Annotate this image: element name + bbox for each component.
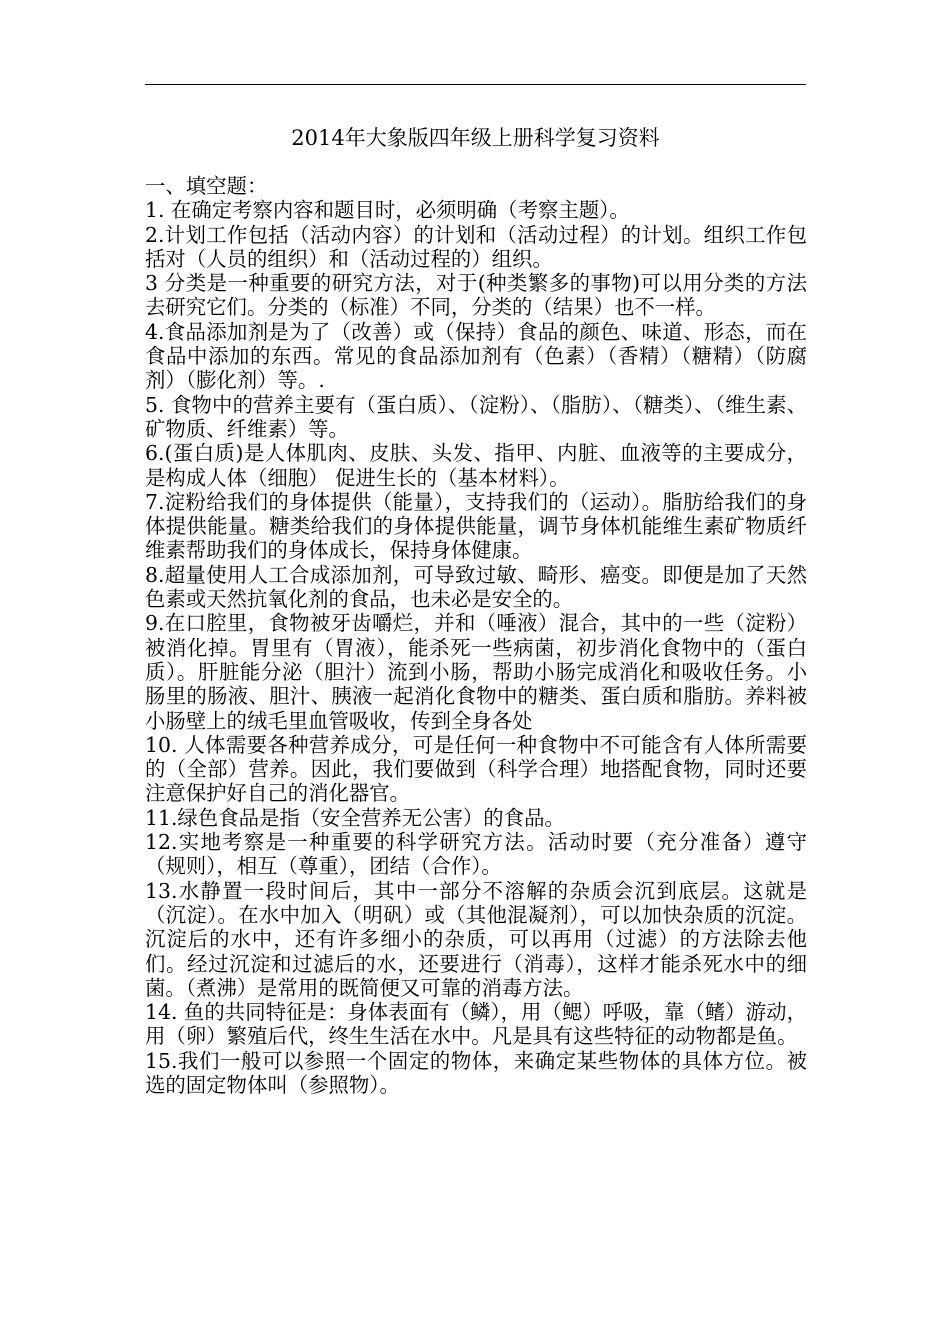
question-item: 8.超量使用人工合成添加剂，可导致过敏、畸形、癌变。即便是加了天然色素或天然抗氧化剂的食品，也未必是安全的。 (145, 562, 807, 612)
header-rule (145, 84, 806, 85)
question-item: 6.(蛋白质)是人体肌肉、皮肤、头发、指甲、内脏、血液等的主要成分，是构成人体（细胞） 促进生长的（基本材料）。 (145, 441, 807, 490)
question-item: 7.淀粉给我们的身体提供（能量），支持我们的（运动）。脂肪给我们的身体提供能量。糖类给我们的身体提供能量，调节身体机能维生素矿物质纤维素帮助我们的身体成长，保持身体健康。 (145, 489, 807, 563)
question-item: 5. 食物中的营养主要有（蛋白质）、（淀粉）、（脂肪）、（糖类）、（维生素、矿物质、纤维素）等。 (145, 392, 807, 441)
document-body (145, 174, 807, 1097)
document-title: 2014年大象版四年级上册科学复习资料 (291, 126, 660, 150)
section-heading: 一、填空题： (145, 174, 268, 198)
question-item: 15.我们一般可以参照一个固定的物体，来确定某些物体的具体方位。被选的固定物体叫（参照物）。 (145, 1048, 807, 1097)
question-item: 14. 鱼的共同特征是：身体表面有（鳞），用（鳃）呼吸，靠（鳍）游动，用（卵）繁殖后代，终生生活在水中。凡是具有这些特征的动物都是鱼。 (145, 1000, 807, 1049)
question-item: 1. 在确定考察内容和题目时，必须明确（考察主题）。 (145, 198, 630, 223)
question-item: 10. 人体需要各种营养成分，可是任何一种食物中不可能含有人体所需要的（全部）营养。因此，我们要做到（科学合理）地搭配食物，同时还要注意保护好自己的消化器官。 (145, 732, 807, 806)
question-item: 2.计划工作包括（活动内容）的计划和（活动过程）的计划。组织工作包括对（人员的组织）和（活动过程的）组织。 (145, 222, 807, 271)
question-item: 13.水静置一段时间后，其中一部分不溶解的杂质会沉到底层。这就是（沉淀）。在水中加入（明矾）或（其他混凝剂），可以加快杂质的沉淀。沉淀后的水中，还有许多细小的杂质，可以再用（过滤）的方法除去他们。经过沉淀和过滤后的水，还要进行（消毒），这样才能杀死水中的细菌。（煮沸）是常用的既简便又可靠的消毒方法。 (145, 878, 807, 1000)
question-item: 4.食品添加剂是为了（改善）或（保持）食品的颜色、味道、形态，而在食品中添加的东西。常见的食品添加剂有（色素）（香精）（糖精）（防腐剂）（膨化剂）等。. (145, 319, 807, 393)
question-item: 3 分类是一种重要的研究方法，对于(种类繁多的事物)可以用分类的方法去研究它们。分类的（标准）不同，分类的（结果）也不一样。 (145, 271, 807, 320)
question-item: 9.在口腔里，食物被牙齿嚼烂，并和（唾液）混合，其中的一些（淀粉）被消化掉。胃里有（胃液），能杀死一些病菌，初步消化食物中的（蛋白质）。肝脏能分泌（胆汁）流到小肠，帮助小肠完成消化和吸收任务。小肠里的肠液、胆汁、胰液一起消化食物中的糖类、蛋白质和脂肪。养料被小肠壁上的绒毛里血管吸收，传到全身各处 (145, 611, 807, 733)
question-item: 11.绿色食品是指（安全营养无公害）的食品。 (145, 805, 565, 830)
question-item: 12.实地考察是一种重要的科学研究方法。活动时要（充分准备）遵守（规则），相互（尊重），团结（合作）。 (145, 830, 807, 879)
